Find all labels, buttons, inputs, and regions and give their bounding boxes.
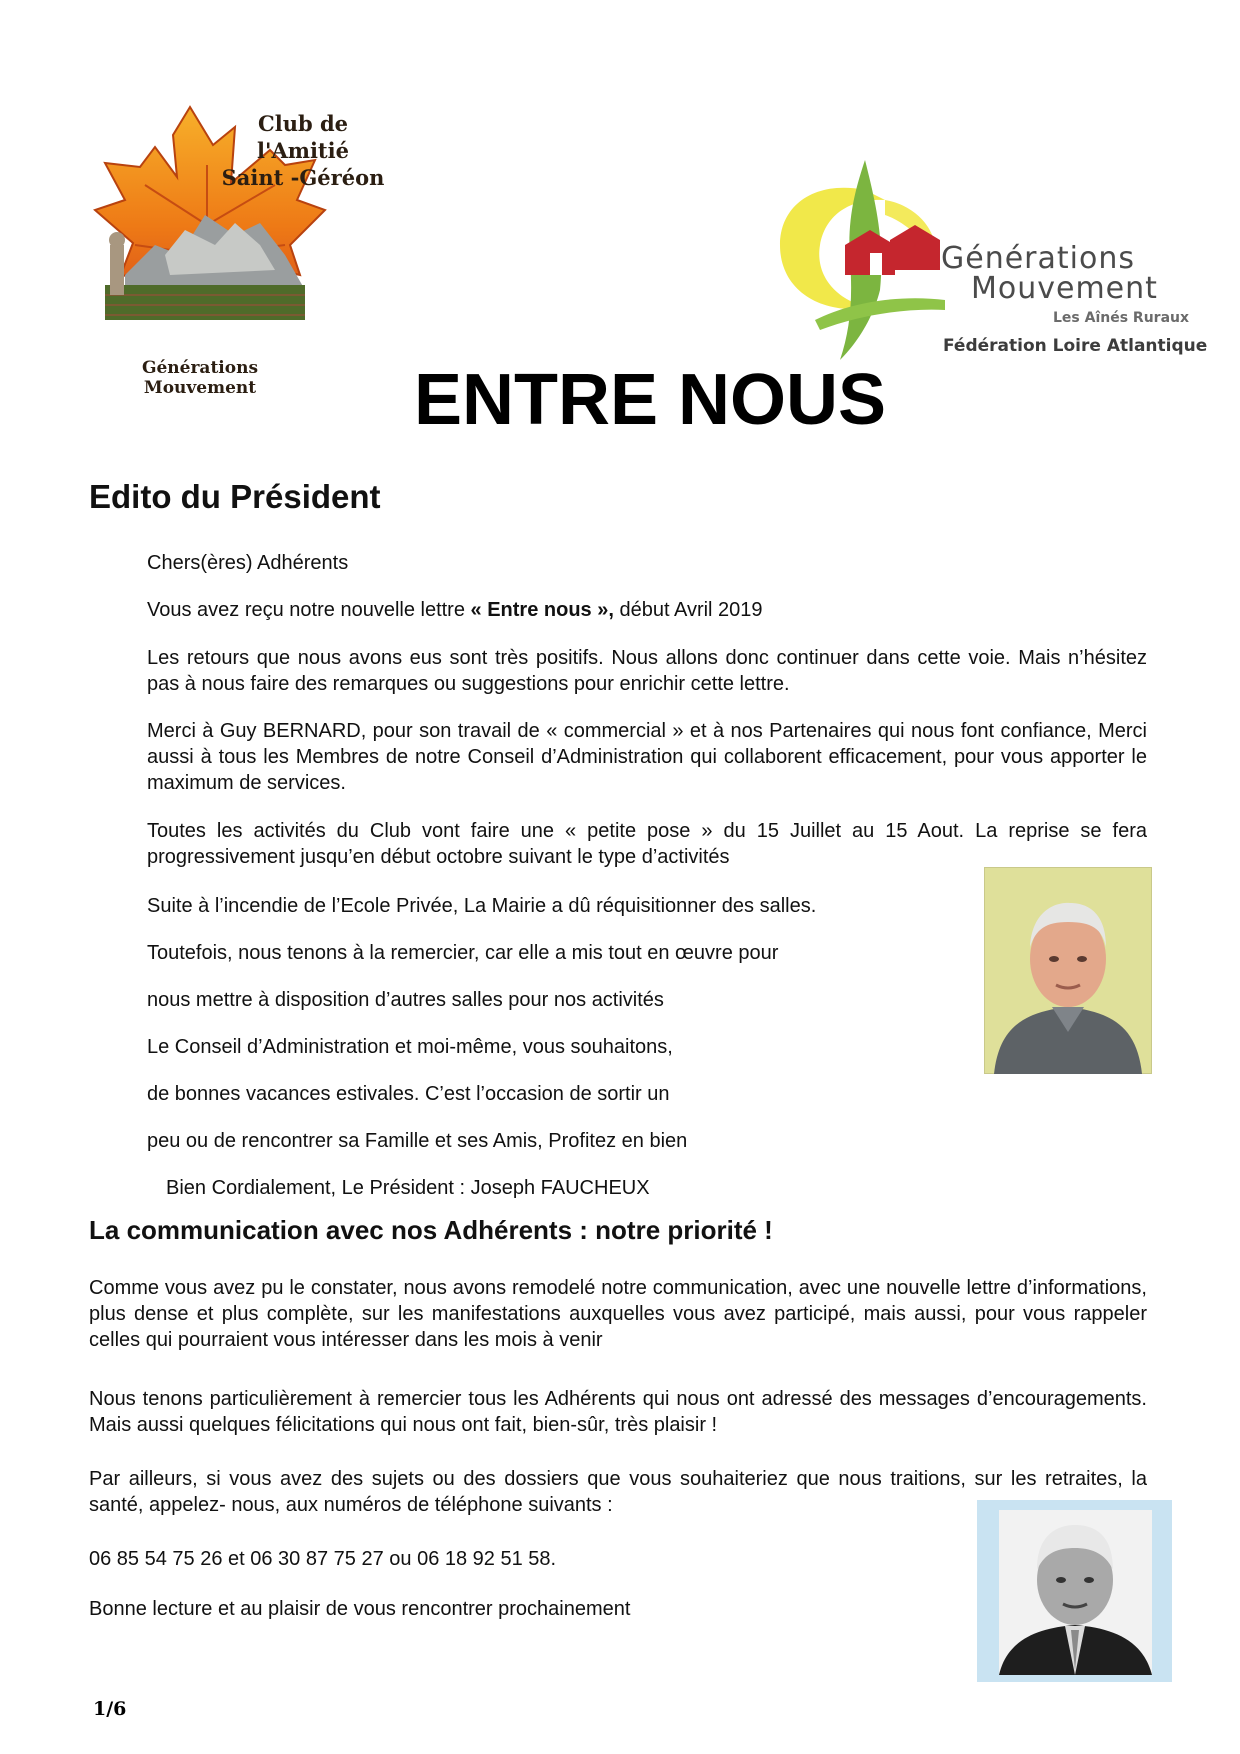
club-name [213,110,393,191]
phone-numbers: 06 85 54 75 26 et 06 30 87 75 27 ou 06 18 92 51 58. [89,1548,557,1570]
edito-line-5: de bonnes vacances estivales. C’est l’occasion de sortir un [147,1083,670,1105]
page-title: ENTRE NOUS [413,360,887,440]
edito-line-3: nous mettre à disposition d’autres salles pour nos activités [147,989,664,1011]
club-logo-footer: Générations Mouvement [141,358,259,398]
edito-line-1: Suite à l’incendie de l’Ecole Privée, La Mairie a dû réquisitionner des salles. [147,895,817,917]
edito-line-6: peu ou de rencontrer sa Famille et ses Amis, Profitez en bien [147,1130,688,1152]
club-logo [85,105,395,398]
portrait-icon [984,867,1152,1074]
edito-p1-date: début Avril 2019 [613,599,763,621]
edito-heading: Edito du Président [89,478,381,515]
gm-federation: Fédération Loire Atlantique [943,336,1208,356]
edito-line-2: Toutefois, nous tenons à la remercier, car elle a mis tout en œuvre pour [147,942,779,964]
edito-greeting: Chers(ères) Adhérents [147,552,349,574]
gm-title-line2: Mouvement [971,271,1158,306]
communication-paragraph-1: Comme vous avez pu le constater, nous avons remodelé notre communication, avec une nouvelle lettre d’informations, plus dense et plus complète, sur les manifestations auxquelles vous avez participé, mais aussi, pour vous rappeler celles qui pourraient vous intéresser dans les mois à venir [89,1277,1147,1351]
portrait-icon [977,1500,1172,1682]
edito-line-4: Le Conseil d’Administration et moi-même, vous souhaitons, [147,1036,673,1058]
page-number: 1/6 [93,1698,127,1720]
edito-p1-text: Vous avez reçu notre nouvelle lettre [147,599,471,621]
communication-heading: La communication avec nos Adhérents : notre priorité ! [89,1215,773,1245]
communication-paragraph-3: Par ailleurs, si vous avez des sujets ou des dossiers que vous souhaiteriez que nous traitions, sur les retraites, la santé, appelez- nous, aux numéros de téléphone suivants : [89,1468,1147,1516]
edito-signature: Bien Cordialement, Le Président : Joseph FAUCHEUX [166,1177,650,1199]
member-photo [977,1500,1172,1682]
edito-paragraph-1 [147,597,1147,623]
edito-paragraph-4: Toutes les activités du Club vont faire une « petite pose » du 15 Juillet au 15 Aout. La reprise se fera progressivement jusqu’en début octobre suivant le type d’activités [147,820,1147,868]
club-name-line1: Club de l'Amitié [257,111,349,163]
generations-mouvement-logo [775,150,1210,365]
president-photo [984,867,1152,1074]
sun-house-tree-icon [775,150,945,365]
edito-paragraph-3: Merci à Guy BERNARD, pour son travail de « commercial » et à nos Partenaires qui nous font confiance, Merci aussi à tous les Membres de notre Conseil d’Administration qui collaborent efficacement, pour vous apporter le maximum de services. [147,720,1147,794]
communication-paragraph-2: Nous tenons particulièrement à remercier tous les Adhérents qui nous ont adressé des messages d’encouragements. Mais aussi quelques félicitations qui nous ont fait, bien-sûr, très plaisir ! [89,1388,1147,1436]
communication-closing: Bonne lecture et au plaisir de vous rencontrer prochainement [89,1598,631,1620]
newsletter-name: « Entre nous », [470,599,614,621]
edito-paragraph-2: Les retours que nous avons eus sont très positifs. Nous allons donc continuer dans cette voie. Mais n’hésitez pas à nous faire des remarques ou suggestions pour enrichir cette lettre. [147,647,1147,695]
gm-title-line1: Générations [941,241,1135,276]
club-name-line2: Saint -Géréon [221,165,385,190]
gm-subtitle: Les Aînés Ruraux [1053,310,1190,326]
